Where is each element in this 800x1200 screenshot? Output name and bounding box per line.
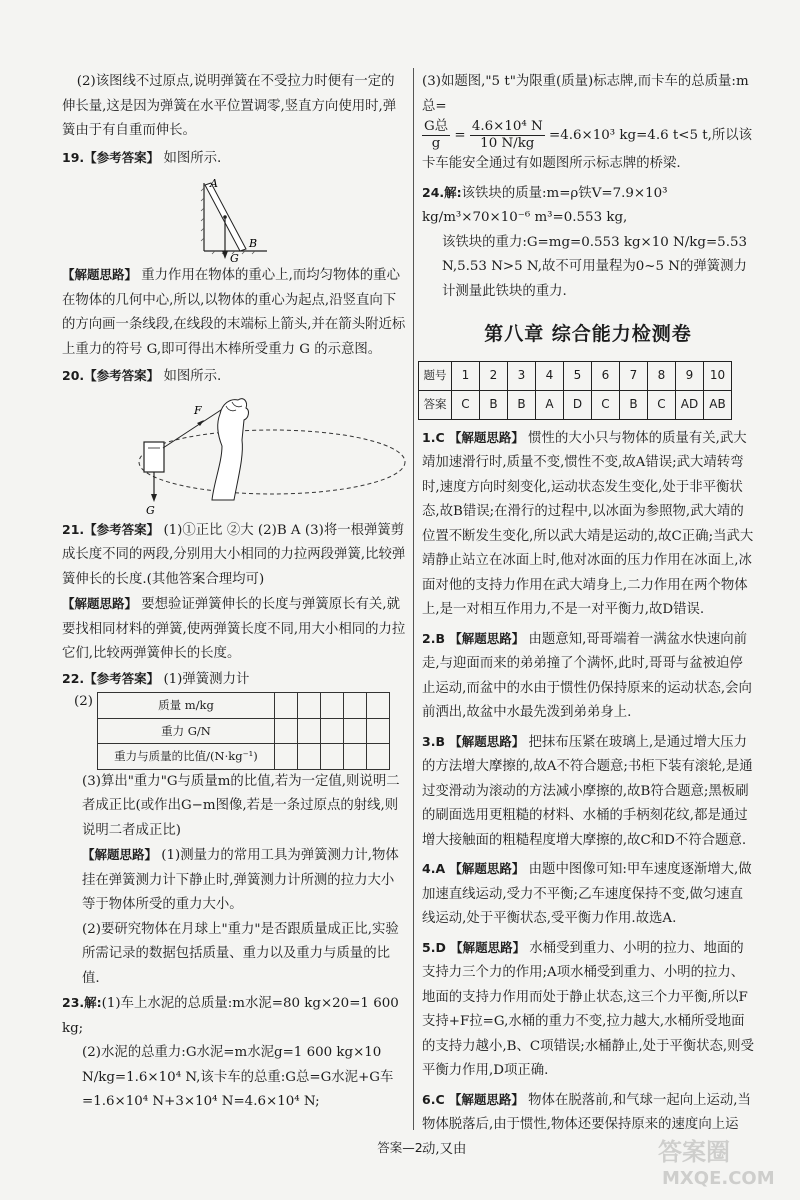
row-ratio: 重力与质量的比值/(N·kg⁻¹)	[97, 744, 274, 770]
label-b: B	[249, 237, 258, 250]
answer-table-answers: 答案 C B B A D C B C AD AB	[419, 390, 732, 419]
q22-thinking-2: (2)要研究物体在月球上"重力"是否跟质量成正比,实验所需记录的数据包括质量、重力以及重力与质量的比值.	[82, 921, 399, 986]
answer-table-numbers: 题号 1 2 3 4 5 6 7 8 9 10	[419, 361, 732, 390]
q19-thinking: 【解题思路】 重力作用在物体的重心上,而均匀物体的重心在物体的几何中心,所以,以物体的重心为起点,沿竖直向下的方向画一条线段,在线段的末端标上箭头,并在箭头附近标上重力的符号 G,即可得出木棒所受重力 G 的示意图。	[62, 267, 406, 357]
chapter-title: 第八章 综合能力检测卷	[484, 323, 692, 345]
q21-thinking: 【解题思路】 要想验证弹簧伸长的长度与弹簧原长有关,就要找相同材料的弹簧,使两弹簧长度不同,用大小相同的力拉它们,比较两弹簧伸长的长度。	[62, 596, 406, 661]
label-f: F	[194, 403, 202, 417]
explanation-item: 4.A 【解题思路】 由题中图像可知:甲车速度逐渐增大,做加速直线运动,受力不平衡;乙车速度保持不变,做匀速直线运动,处于平衡状态,受平衡力作用.故选A.	[422, 861, 752, 926]
q18-continued: (2)该图线不过原点,说明弹簧在不受拉力时便有一定的伸长量,这是因为弹簧在水平位置调零,竖直方向使用时,弹簧由于有自重而伸长。	[62, 74, 397, 138]
q22-table-block: (2) 质量 m/kg 重力 G/N 重力与质量的比值/(N·kg⁻¹)	[62, 692, 407, 770]
label-g: G	[230, 252, 239, 263]
q22-thinking-1: 【解题思路】 (1)测量力的常用工具为弹簧测力计,物体挂在弹簧测力计下静止时,弹簧测力计所测的拉力大小等于物体所受的重力大小。	[82, 847, 399, 912]
label-a: A	[210, 177, 218, 190]
explanations	[422, 426, 754, 1163]
svg-text:MXQE.COM: MXQE.COM	[662, 1168, 775, 1189]
right-column	[422, 70, 754, 1162]
explanation-item: 3.B 【解题思路】 把抹布压紧在玻璃上,是通过增大压力的方法增大摩擦的,故A不符合题意;书柜下装有滚轮,是通过变滑动为滚动的方法减小摩擦的,故B符合题意;黑板刷的刷面选用更粗糙的材料、水桶的手柄刻花纹,都是通过增大接触面的粗糙程度增大摩擦的,故C和D不符合题意.	[422, 733, 753, 848]
explanation-item: 1.C 【解题思路】 惯性的大小只与物体的质量有关,武大靖加速滑行时,质量不变,惯性不变,故A错误;武大靖转弯时,速度方向时刻变化,运动状态发生变化,处于非平衡状态,故B错误;在滑行的过程中,以冰面为参照物,武大靖的位置不断发生变化,所以武大靖是运动的,故C正确;当武大靖静止站立在冰面上时,他对冰面的压力作用在冰面上,冰面对他的支持力作用在武大靖身上,二力作用在两个物体上,是一对相互作用力,不是一对平衡力,故D错误.	[422, 429, 754, 617]
q20-answer: 20.【参考答案】 如图所示.	[62, 368, 222, 384]
q22-answer-3: (3)算出"重力"G与质量m的比值,若为一定值,则说明二者成正比(或作出G−m图像,若是一条过原点的射线,则说明二者成正比)	[82, 773, 400, 838]
q21-answer: 21.【参考答案】 (1)①正比 ②大 (2)B A (3)将一根弹簧剪成长度不同的两段,分别用大小相同的力拉两段弹簧,比较弹簧伸长的长度.(其他答案合理均可)	[62, 521, 406, 587]
watermark-logo	[652, 1130, 782, 1192]
rod-gravity-diagram	[62, 171, 407, 263]
label-g2: G	[146, 503, 155, 517]
row-mass: 质量 m/kg	[97, 693, 274, 719]
q23-continued: (3)如题图,"5 t"为限重(质量)标志牌,而卡车的总质量:m总= $\frac{\text{G总}}{g}$ = $\frac{\text{4.6×10⁴ N}}{10 N/kg}$ =4.6×10³ kg=4.6 t<5 t,所以该卡车能安全通过有如题图所示标志牌的桥梁.	[422, 74, 753, 171]
fraction-total: $\frac{\text{G总}}{g}$	[424, 119, 449, 151]
q23-line-2: (2)水泥的总重力:G水泥=m水泥g=1 600 kg×10 N/kg=1.6×10⁴ N,该卡车的总重:G总=G水泥+G车=1.6×10⁴ N+3×10⁴ N=4.6×10⁴ N;	[82, 1045, 394, 1109]
svg-text:答案圈: 答案圈	[658, 1138, 730, 1166]
q24-solution: 24.解:该铁块的质量:m=ρ铁V=7.9×10³ kg/m³×70×10⁻⁶ m³=0.553 kg,	[422, 184, 668, 225]
q19-figure	[62, 171, 407, 263]
q22-answer: 22.【参考答案】 (1)弹簧测力计	[62, 670, 250, 687]
q22-data-table	[97, 692, 390, 770]
page-footer: 答案—2	[377, 1140, 423, 1155]
left-column	[62, 70, 407, 1115]
q20-figure	[62, 390, 407, 518]
q24-line-2: 该铁块的重力:G=mg=0.553 kg×10 N/kg=5.53 N,5.53 N>5 N,故不可用量程为0~5 N的弹簧测力计测量此铁块的重力.	[442, 234, 748, 299]
row-gravity: 重力 G/N	[97, 718, 274, 744]
answer-table	[418, 361, 732, 420]
hand-swing-diagram	[62, 390, 407, 518]
fraction-value: $\frac{\text{4.6×10⁴ N}}{10 N/kg}$	[471, 119, 543, 151]
explanation-item: 5.D 【解题思路】 水桶受到重力、小明的拉力、地面的支持力三个力的作用;A项水桶受到重力、小明的拉力、地面的支持力作用而处于静止状态,这三个力平衡,所以F支持+F拉=G,水桶的重力不变,拉力越大,水桶所受地面的支持力越小,B、C项错误;水桶静止,处于平衡状态,则受平衡力作用,D项正确.	[422, 939, 754, 1078]
explanation-item: 2.B 【解题思路】 由题意知,哥哥端着一满盆水快速向前走,与迎面而来的弟弟撞了个满怀,此时,哥哥与盆被迫停止运动,而盆中的水由于惯性仍保持原来的运动状态,会向前洒出,故盆中水最先泼到弟弟身上.	[422, 630, 752, 720]
explanation-item: 6.C 【解题思路】 物体在脱落前,和气球一起向上运动,当物体脱落后,由于惯性,物体还要保持原来的速度向上运动,又由	[422, 1091, 751, 1157]
q19-answer: 19.【参考答案】 如图所示.	[62, 149, 222, 166]
q23-solution: 23.解:(1)车上水泥的总质量:m水泥=80 kg×20=1 600 kg;	[62, 995, 399, 1036]
column-divider	[413, 68, 414, 1130]
